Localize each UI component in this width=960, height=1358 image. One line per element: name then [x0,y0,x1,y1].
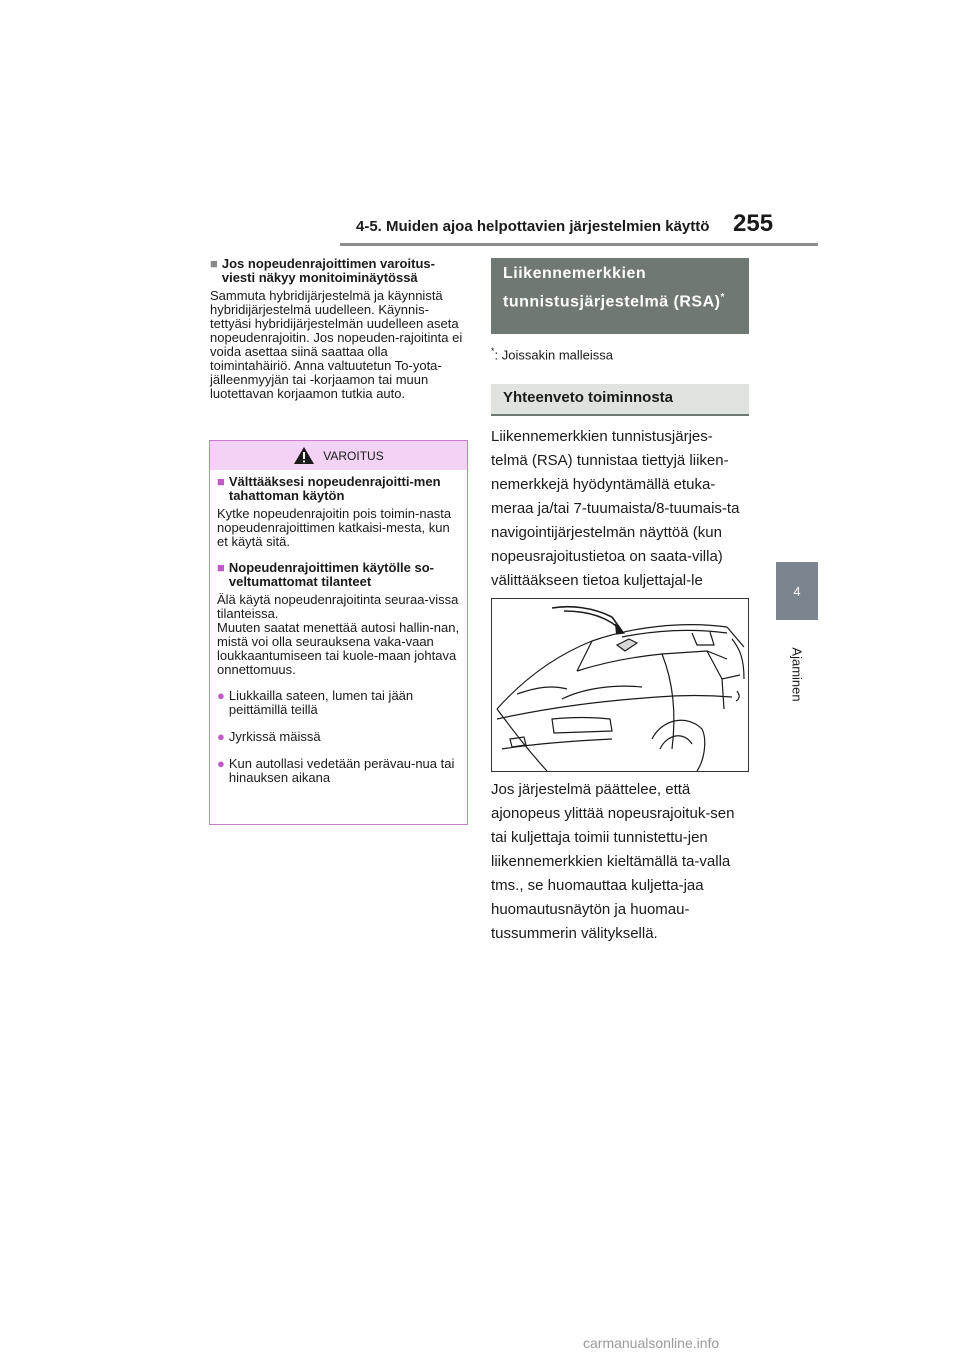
rsa-heading-text: Liikennemerkkien tunnistusjärjestelmä (RSA) [503,265,721,311]
footnote-text: : Joissakin malleissa [494,347,614,363]
rsa-section-heading [491,258,749,334]
warning-section [217,561,460,677]
warning-section [217,475,460,549]
car-front-camera-illustration [491,598,749,772]
heading-text: Nopeudenrajoittimen käytölle so-veltumattomat tilanteet [228,560,435,589]
footnote [491,346,613,362]
section-header-title: 4-5. Muiden ajoa helpottavien järjestelmien käyttö [356,218,710,235]
rsa-description-paragraph: Liikennemerkkien tunnistusjärjes-telmä (RSA) tunnistaa tiettyjä liiken-nemerkkejä hyödyntämällä etuka-meraa ja/tai 7-tuumaista/8-tuumais-ta navigointijärjestelmän näyttöä (kun nopeusrajoitustietoa on saata-villa) välittääkseen tietoa kuljettajal-le [491,428,740,589]
list-item-text: Kun autollasi vedetään perävau-nua tai hinauksen aikana [228,756,455,785]
square-bullet-icon: ■ [210,256,218,271]
page-number: 255 [733,210,774,237]
rsa-heading-footnote-mark: * [720,292,725,303]
left-column [210,257,468,401]
round-bullet-icon: ● [217,688,225,703]
warning-header [210,441,467,470]
list-item-text: Liukkailla sateen, lumen tai jään peittämillä teillä [228,688,414,717]
list-item [217,689,460,717]
list-item-text: Jyrkissä mäissä [228,729,321,744]
round-bullet-icon: ● [217,729,225,744]
list-item [217,730,460,744]
chapter-number: 4 [793,583,801,599]
heading-text: Jos nopeudenrajoittimen varoitus-viesti näkyy monitoiminäytössä [221,256,435,285]
warning-content [210,470,467,785]
footnote-mark: * [491,346,495,356]
summary-subheading: Yhteenveto toiminnosta [491,384,749,416]
header-divider [340,243,818,246]
chapter-label-text: Ajaminen [789,646,805,702]
warning-section-heading [217,561,460,589]
warning-section-body: Kytke nopeudenrajoitin pois toimin-nasta nopeudenrajoittimen katkaisi-mesta, kun et käytä sitä. [217,506,452,549]
list-item [217,757,460,785]
square-bullet-icon: ■ [217,560,225,575]
heading-text: Välttääksesi nopeudenrajoitti-men tahattoman käytön [228,474,441,503]
speed-limiter-warning-heading [210,257,468,285]
warning-triangle-icon [293,446,315,465]
chapter-side-label [773,646,821,702]
warning-title: VAROITUS [323,448,384,463]
footer-watermark: carmanualsonline.info [583,1335,720,1351]
chapter-tab [776,562,818,620]
square-bullet-icon: ■ [217,474,225,489]
warning-section-heading [217,475,460,503]
speed-limiter-warning-body: Sammuta hybridijärjestelmä ja käynnistä hybridijärjestelmä uudelleen. Käynnis-tettyäsi hybridijärjestelmän uudelleen aseta nopeudenrajoitin. Jos nopeuden-rajoitinta ei voida asettaa siinä saattaa olla toimintahäiriö. Anna valtuutetun To-yota-jälleenmyyjän tai -korjaamon tai muun luotettavan korjaamon tutkia auto. [210,288,463,401]
rsa-operation-paragraph: Jos järjestelmä päättelee, että ajonopeus ylittää nopeusrajoituk-sen tai kuljettaja toimii tunnistettu-jen liikennemerkkien kieltämällä ta-valla tms., se huomauttaa kuljetta-jaa huomautusnäytön ja huomau-tussummerin välityksellä. [491,781,735,942]
warning-box [209,440,468,825]
warning-section-body: Älä käytä nopeudenrajoitinta seuraa-vissa tilanteissa. Muuten saatat menettää autosi hallin-nan, mistä voi olla seurauksena vaka-vaan loukkaantumiseen tai kuole-maan johtava onnettomuus. [217,592,460,677]
round-bullet-icon: ● [217,756,225,771]
